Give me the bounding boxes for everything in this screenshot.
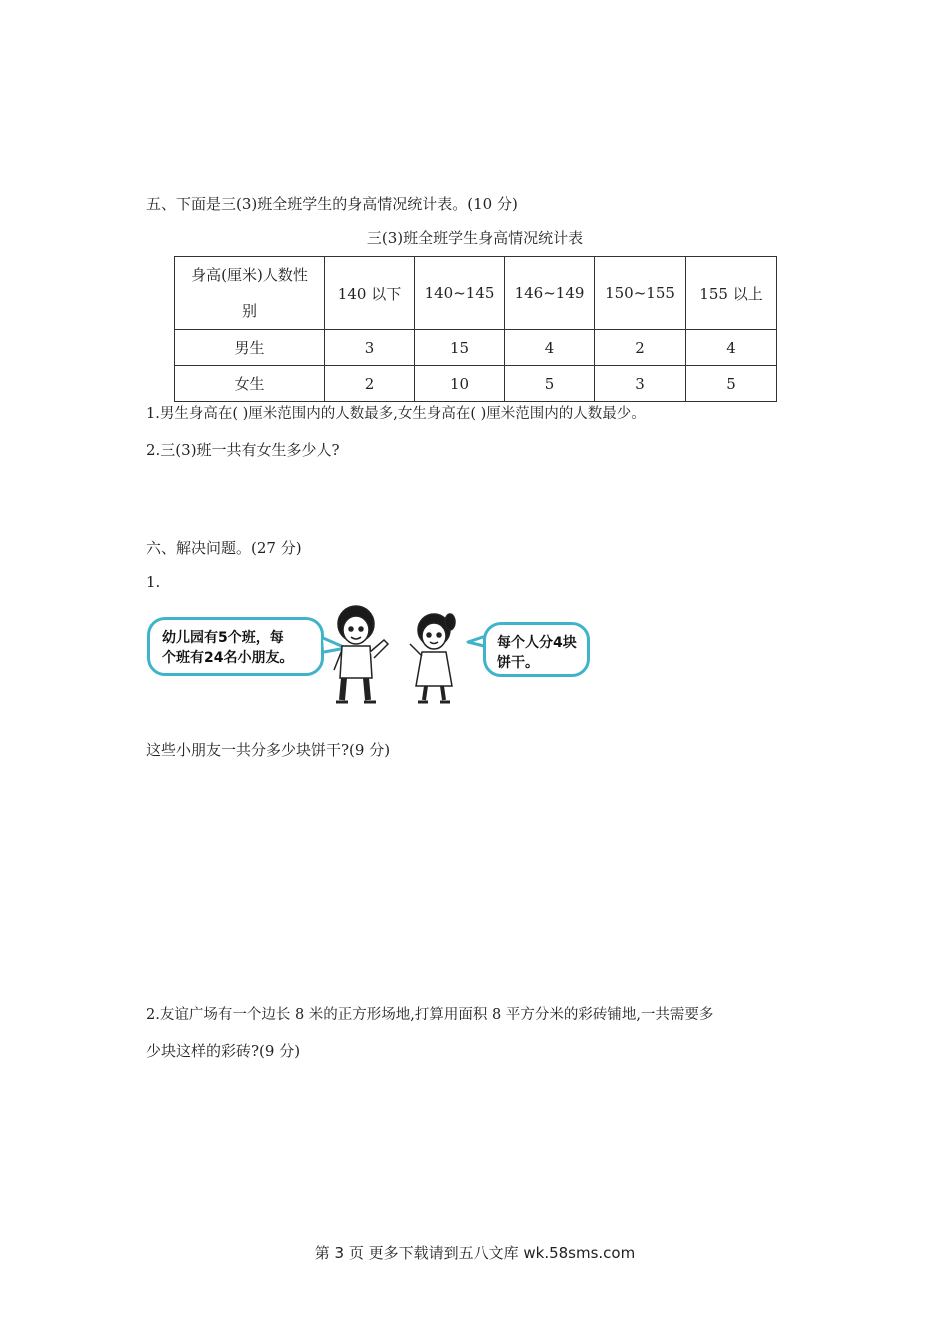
- column-header: 155 以上: [686, 257, 777, 330]
- girl-figure: [410, 614, 455, 702]
- question-5-2: 2.三(3)班一共有女生多少人?: [146, 441, 340, 459]
- table-row-boys: [175, 330, 777, 366]
- column-header: 146~149: [505, 257, 595, 330]
- section6-heading: 六、解决问题。(27 分): [146, 539, 302, 557]
- table-cell: 3: [325, 330, 415, 366]
- table-title: 三(3)班全班学生身高情况统计表: [366, 229, 584, 247]
- bubble-right-line: 饼干。: [497, 655, 539, 671]
- column-header: 140 以下: [325, 257, 415, 330]
- column-header: 140~145: [415, 257, 505, 330]
- row-label: 女生: [175, 366, 325, 402]
- question-6-2-line1: 2.友谊广场有一个边长 8 米的正方形场地,打算用面积 8 平方分米的彩砖铺地,一共需要多: [146, 1007, 714, 1023]
- question-6-1-text: 这些小朋友一共分多少块饼干?(9 分): [146, 741, 391, 759]
- table-cell: 5: [505, 366, 595, 402]
- table-cell: 4: [686, 330, 777, 366]
- bubble-left-line: 幼儿园有5个班，每: [162, 630, 284, 646]
- corner-top-text: 身高(厘米)人数性: [191, 266, 308, 284]
- table-header-row: [175, 257, 777, 330]
- section5-heading: 五、下面是三(3)班全班学生的身高情况统计表。(10 分): [146, 195, 518, 213]
- question-5-1: 1.男生身高在( )厘米范围内的人数最多,女生身高在( )厘米范围内的人数最少。: [146, 406, 646, 422]
- table-corner-cell: [175, 257, 325, 330]
- row-label: 男生: [175, 330, 325, 366]
- table-cell: 3: [595, 366, 686, 402]
- bubble-right-line: 每个人分4块: [497, 635, 577, 651]
- height-stats-table: [174, 256, 777, 402]
- question-6-1-number: 1.: [146, 573, 161, 591]
- table-cell: 4: [505, 330, 595, 366]
- table-cell: 5: [686, 366, 777, 402]
- table-cell: 2: [595, 330, 686, 366]
- bubble-left-line: 个班有24名小朋友。: [162, 650, 294, 666]
- corner-bottom-text: 别: [241, 302, 257, 320]
- table-cell: 10: [415, 366, 505, 402]
- speech-bubble-left: [147, 617, 324, 676]
- speech-bubble-right: [483, 622, 590, 677]
- table-cell: 2: [325, 366, 415, 402]
- question-6-2-line2: 少块这样的彩砖?(9 分): [146, 1042, 301, 1060]
- boy-figure: [334, 606, 388, 702]
- column-header: 150~155: [595, 257, 686, 330]
- page-footer: 第 3 页 更多下载请到五八文库 wk.58sms.com: [314, 1244, 636, 1262]
- table-cell: 15: [415, 330, 505, 366]
- table-row-girls: [175, 366, 777, 402]
